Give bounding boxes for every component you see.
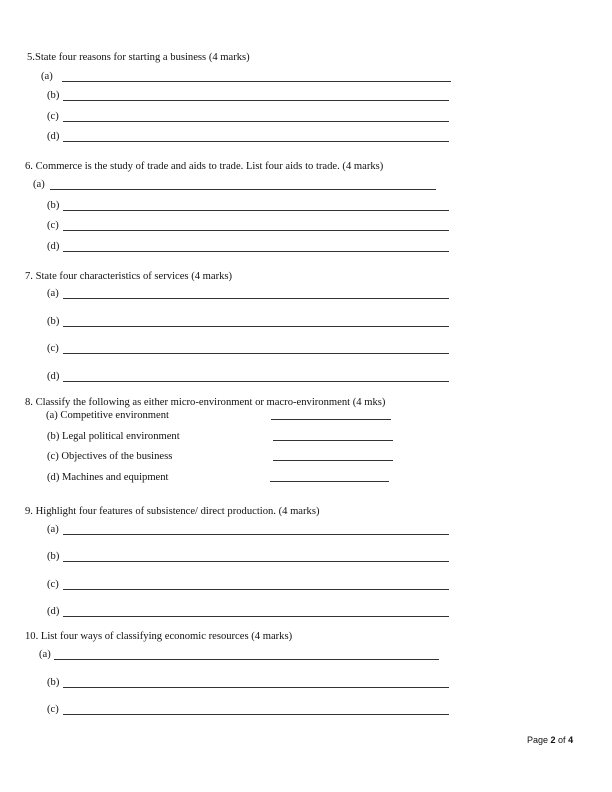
answer-label: (b) xyxy=(47,316,60,327)
answer-line[interactable] xyxy=(54,659,439,660)
total-pages: 4 xyxy=(568,735,574,745)
page-label: Page xyxy=(527,735,551,745)
answer-line[interactable] xyxy=(63,589,449,590)
answer-line[interactable] xyxy=(63,561,449,562)
page-number xyxy=(527,735,573,745)
answer-label: (a) xyxy=(33,179,45,190)
answer-line[interactable] xyxy=(63,230,449,231)
answer-label: (d) xyxy=(47,371,60,382)
question-title: 10. List four ways of classifying economic resources (4 marks) xyxy=(25,631,293,642)
answer-label: (c) xyxy=(47,704,59,715)
answer-label: (a) xyxy=(41,71,53,82)
question-title: 7. State four characteristics of services (4 marks) xyxy=(25,271,233,282)
answer-label: (a) xyxy=(47,288,59,299)
answer-line[interactable] xyxy=(63,381,449,382)
answer-label: (b) xyxy=(47,551,60,562)
answer-line[interactable] xyxy=(63,353,449,354)
answer-line[interactable] xyxy=(63,714,449,715)
answer-label: (c) xyxy=(47,220,59,231)
answer-line[interactable] xyxy=(63,298,449,299)
answer-label: (d) xyxy=(47,131,60,142)
answer-label: (d) xyxy=(47,241,60,252)
answer-label: (c) xyxy=(47,111,59,122)
answer-line[interactable] xyxy=(273,440,393,441)
question-title: 5.State four reasons for starting a business (4 marks) xyxy=(27,52,250,63)
answer-label: (c) xyxy=(47,579,59,590)
answer-line[interactable] xyxy=(270,481,389,482)
answer-line[interactable] xyxy=(63,534,449,535)
answer-label: (a) Competitive environment xyxy=(46,410,169,421)
answer-line[interactable] xyxy=(63,687,449,688)
answer-label: (b) Legal political environment xyxy=(47,431,180,442)
answer-line[interactable] xyxy=(63,251,449,252)
answer-line[interactable] xyxy=(62,81,451,82)
answer-line[interactable] xyxy=(63,141,449,142)
answer-label: (c) Objectives of the business xyxy=(47,451,173,462)
question-title: 9. Highlight four features of subsistence/ direct production. (4 marks) xyxy=(25,506,320,517)
answer-line[interactable] xyxy=(63,100,449,101)
page-sep: of xyxy=(555,735,569,745)
answer-label: (b) xyxy=(47,200,60,211)
answer-line[interactable] xyxy=(63,326,449,327)
answer-line[interactable] xyxy=(271,419,391,420)
answer-line[interactable] xyxy=(63,210,449,211)
answer-label: (d) Machines and equipment xyxy=(47,472,169,483)
question-title: 6. Commerce is the study of trade and aids to trade. List four aids to trade. (4 marks) xyxy=(25,161,384,172)
answer-label: (c) xyxy=(47,343,59,354)
answer-line[interactable] xyxy=(50,189,436,190)
answer-label: (b) xyxy=(47,677,60,688)
answer-label: (a) xyxy=(39,649,51,660)
current-page: 2 xyxy=(550,735,556,745)
answer-label: (b) xyxy=(47,90,60,101)
answer-label: (a) xyxy=(47,524,59,535)
answer-label: (d) xyxy=(47,606,60,617)
question-title: 8. Classify the following as either micro-environment or macro-environment (4 mks) xyxy=(25,397,386,408)
answer-line[interactable] xyxy=(273,460,393,461)
answer-line[interactable] xyxy=(63,616,449,617)
answer-line[interactable] xyxy=(63,121,449,122)
